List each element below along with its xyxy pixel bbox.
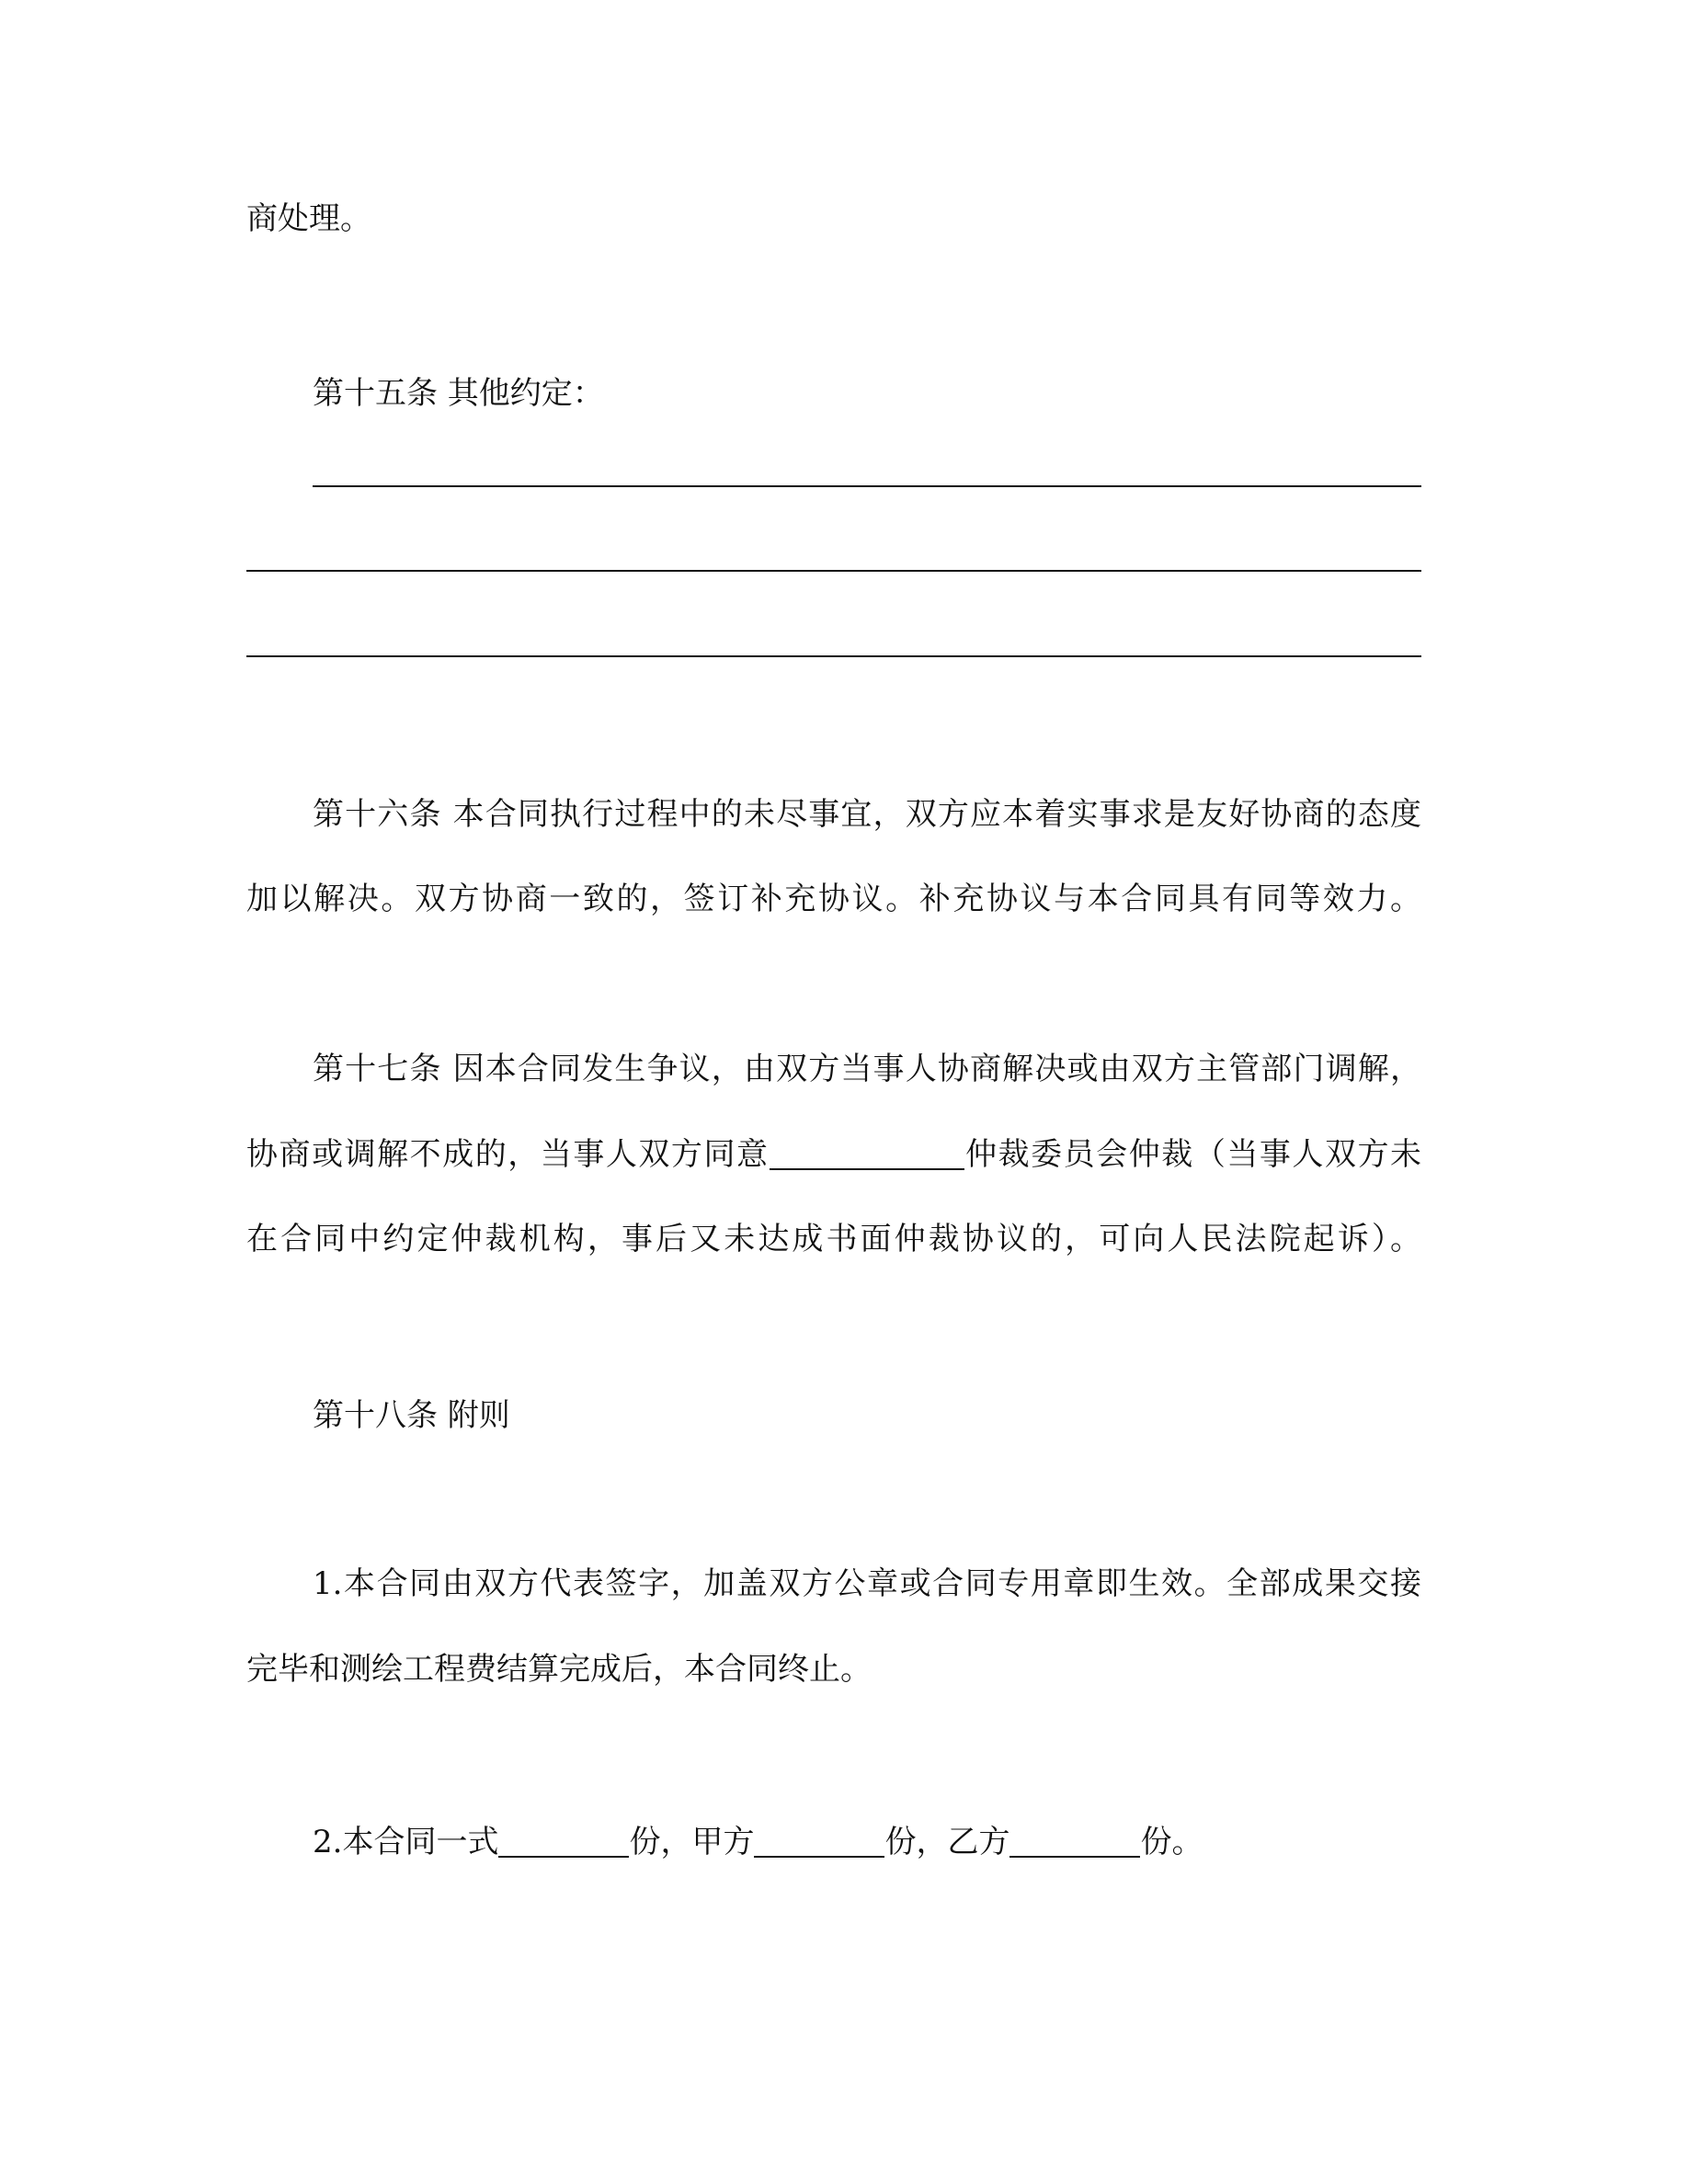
copies-total-blank xyxy=(498,1825,629,1858)
clause-1-line-2: 完毕和测绘工程费结算完成后，本合同终止。 xyxy=(246,1651,872,1688)
blank-line-3 xyxy=(246,655,1421,657)
article-15-heading: 第十五条 其他约定： xyxy=(313,375,604,412)
article-17-line-3: 在合同中约定仲裁机构，事后又未达成书面仲裁协议的，可向人民法院起诉）。 xyxy=(246,1221,1421,1257)
clause-1-line-1: 1.本合同由双方代表签字，加盖双方公章或合同专用章即生效。全部成果交接 xyxy=(313,1565,1421,1602)
arbitration-blank xyxy=(770,1137,964,1170)
copies-party-b-blank xyxy=(1009,1825,1140,1858)
continuation-text: 商处理。 xyxy=(246,200,371,237)
article-16-line-2: 加以解决。双方协商一致的，签订补充协议。补充协议与本合同具有同等效力。 xyxy=(246,881,1421,917)
article-17-line-2: 协商或调解不成的，当事人双方同意 仲裁委员会仲裁（当事人双方未 xyxy=(246,1136,1422,1173)
copies-party-a-blank xyxy=(754,1825,884,1858)
blank-line-1 xyxy=(313,485,1421,487)
article-16-line-1: 第十六条 本合同执行过程中的未尽事宜，双方应本着实事求是友好协商的态度 xyxy=(313,796,1421,833)
article-17-line-1: 第十七条 因本合同发生争议，由双方当事人协商解决或由双方主管部门调解， xyxy=(313,1051,1421,1087)
article-18-heading: 第十八条 附则 xyxy=(313,1397,510,1434)
clause-2: 2.本合同一式 份，甲方 份，乙方 份。 xyxy=(313,1824,1203,1860)
blank-line-2 xyxy=(246,570,1421,572)
